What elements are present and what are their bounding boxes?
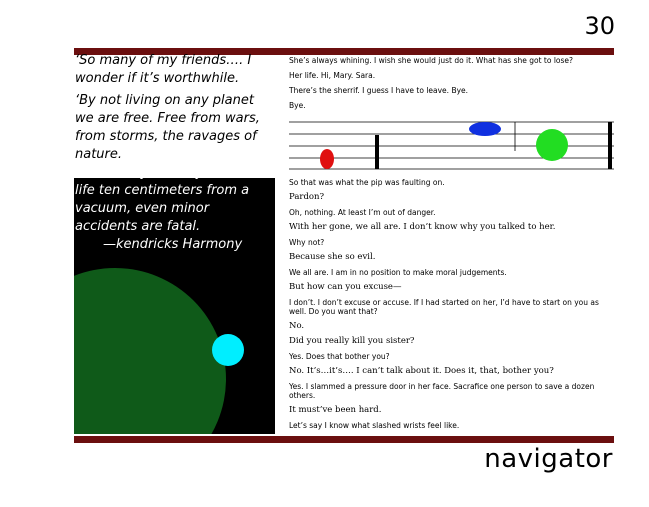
dialogue-column — [289, 56, 614, 436]
quote-paragraph-3: But when you live your entire life ten centimeters from a vacuum, even minor accidents are fatal. — [75, 165, 268, 234]
dialogue-line: Her life. Hi, Mary. Sara. — [289, 71, 376, 80]
planet-shape — [74, 268, 226, 434]
dialogue-line: Why not? — [289, 238, 325, 247]
dialogue-line: So that was what the pip was faulting on. — [289, 178, 445, 187]
note-red — [320, 149, 334, 169]
moon-shape — [212, 334, 244, 366]
dialogue-line: Bye. — [289, 101, 306, 110]
note-green — [536, 129, 568, 161]
navigator-logo: navigator — [484, 444, 613, 474]
dialogue-line: But how can you excuse— — [289, 282, 402, 292]
music-staff-illustration — [289, 121, 614, 171]
dialogue-line: I don’t. I don’t excuse or accuse. If I had started on her, I’d have to start on you as well. Do you want that? — [289, 298, 599, 316]
dialogue-line: Yes. Does that bother you? — [289, 352, 390, 361]
dialogue-line: Did you really kill you sister? — [289, 336, 415, 346]
dialogue-line: Pardon? — [289, 192, 325, 202]
dialogue-line: We all are. I am in no position to make moral judgements. — [289, 268, 507, 277]
quote-paragraph-1: ‘So many of my friends…. I wonder if it’s worthwhile. — [75, 53, 252, 86]
dialogue-line: Yes. I slammed a pressure door in her face. Sacrafice one person to save a dozen others. — [289, 382, 595, 400]
dialogue-line: There’s the sherrif. I guess I have to leave. Bye. — [289, 86, 469, 95]
dialogue-line: No. It’s…it’s…. I can’t talk about it. Does it, that, bother you? — [289, 366, 554, 376]
dialogue-line: Let’s say I know what slashed wrists feel like. — [289, 421, 460, 430]
dialogue-line: It must’ve been hard. — [289, 405, 382, 415]
bottom-rule — [74, 436, 614, 443]
dialogue-line: She’s always whining. I wish she would just do it. What has she got to lose? — [289, 56, 574, 65]
dialogue-line: With her gone, we all are. I don’t know why you talked to her. — [289, 222, 556, 232]
note-blue — [469, 122, 501, 136]
page-number: 30 — [584, 12, 615, 40]
dialogue-line: Oh, nothing. At least I’m out of danger. — [289, 208, 436, 217]
dialogue-line: No. — [289, 321, 305, 331]
epigraph-quote — [75, 52, 275, 254]
quote-attribution: —kendricks Harmony — [103, 237, 243, 252]
dialogue-line: Because she so evil. — [289, 252, 376, 262]
quote-paragraph-2: ‘By not living on any planet we are free. Free from wars, from storms, the ravages of nature. — [75, 93, 260, 162]
